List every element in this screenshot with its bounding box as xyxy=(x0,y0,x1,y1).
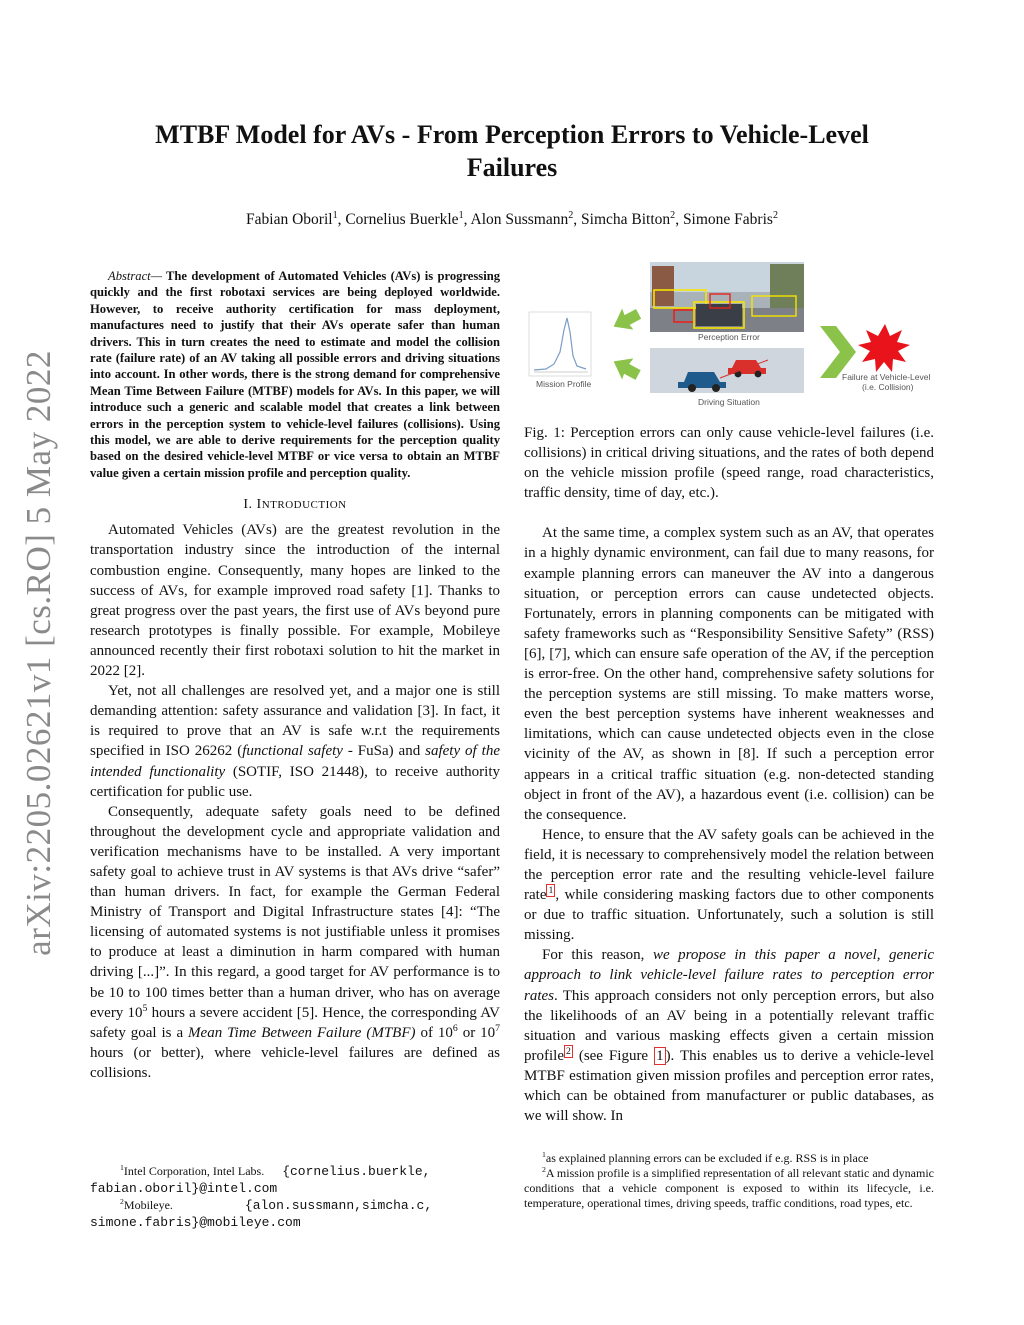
footnote-text: Intel Corporation, Intel Labs. xyxy=(123,1164,265,1178)
footnote-text: as explained planning errors can be excluded if e.g. RSS is in place xyxy=(545,1151,869,1165)
collision-star-icon xyxy=(858,324,910,372)
label-failure-vehicle-level: Failure at Vehicle-Level xyxy=(842,372,931,382)
driving-situation-image xyxy=(650,348,804,393)
author-name: Simone Fabris xyxy=(682,211,773,228)
exponent: 7 xyxy=(495,1022,501,1034)
body-paragraph-3 xyxy=(524,945,934,1126)
italic-emphasis: we propose in this paper a novel, generic approach to link vehicle-level failure rates to perception error rates xyxy=(524,947,934,1004)
body-paragraph-1: At the same time, a complex system such as an AV, that operates in a highly dynamic environment, can fail due to many reasons, for example planning errors can maneuver the AV into a dangerous situation, or perception errors can cause undetected objects. Fortunately, errors in planning components can be mitigated with safety frameworks such as “Responsibility Sensitive Safety” (RSS) [6], [7], which can ensure safe operation of the AV, if the perception is error-free. On the other hand, comprehensive safety solutions for the perception systems are still missing. To make matters worse, even the best perception systems have inherent weaknesses and limitations, which can cause undetected objects even in the close vicinity of the AV, as shown in [8]. If such a perception error appears in a critical traffic situation (e.g. non-detected standing object in front of the AV), a hazardous event (i.e. collision) can be the consequence. xyxy=(524,525,934,823)
footnote-mark: 1 xyxy=(120,1163,124,1172)
figure-1-illustration xyxy=(524,260,934,410)
section-title-rest: NTRODUCTION xyxy=(261,499,347,512)
author-name: Alon Sussmann xyxy=(470,211,569,228)
text-run: , while considering masking factors due to other components or due to traffic situation. Unfortunately, such a solution is still missing. xyxy=(524,887,934,944)
section-number: I. xyxy=(243,497,253,513)
footnote-mark: 2 xyxy=(120,1197,124,1206)
text-run: of 10 xyxy=(415,1024,453,1041)
abstract: Abstract— The development of Automated Vehicles (AVs) is progressing quickly and the first robotaxi services are being deployed worldwide. However, to receive authority certification for mass deployment, manufactures need to justify that their AVs operate safer than human drivers. This in turn creates the need to estimate and model the collision rate (failure rate) of an AV taking all possible errors and driving situations into account. In other words, there is the strong demand for comprehensive Mean Time Between Failure (MTBF) models for AVs. In this paper, we will introduce such a generic and scalable model that creates a link between errors in the perception system to vehicle-level failures (collisions). Using this model, we are able to derive requirements for the perception quality based on the desired vehicle-level MTBF or vice versa to obtain an MTBF value given a certain mission profile and perception quality. xyxy=(90,269,501,480)
footnote-2 xyxy=(524,1166,934,1211)
label-failure-collision: (i.e. Collision) xyxy=(862,382,914,392)
footnote-1 xyxy=(524,1151,934,1166)
affiliation-mark: 2 xyxy=(670,209,676,221)
footnote-affiliation-2 xyxy=(90,1197,500,1231)
affiliation-footnotes xyxy=(90,1163,500,1231)
figure-1 xyxy=(524,260,934,410)
arxiv-stamp xyxy=(14,350,64,955)
abstract-label: Abstract xyxy=(108,269,151,283)
arrow-to-driving xyxy=(608,351,644,385)
text-run: (SOTIF, ISO 21448), to receive authority certification for public use. xyxy=(90,763,500,800)
exponent: 5 xyxy=(142,1002,148,1014)
intro-paragraph-2 xyxy=(90,681,500,802)
footnote-email: {cornelius.buerkle, fabian.oboril}@intel.com xyxy=(90,1164,431,1196)
text-run: hours a severe accident [5]. Hence, the corresponding AV safety goal is a xyxy=(90,1004,500,1041)
author-name: Cornelius Buerkle xyxy=(345,211,459,228)
footnote-link[interactable]: 2 xyxy=(565,1045,571,1057)
footnote-affiliation-1 xyxy=(90,1163,500,1197)
section-heading-introduction xyxy=(90,495,500,515)
chevron-arrow xyxy=(820,326,856,378)
text-run: or 10 xyxy=(457,1024,496,1041)
text-run: Hence, to ensure that the AV safety goals can be achieved in the field, it is necessary to comprehensively model the relation between the perception error rate and the resulting vehicle-level failure rate xyxy=(524,826,934,904)
affiliation-mark: 2 xyxy=(772,209,778,221)
arxiv-identifier: arXiv:2205.02621v1 [cs.RO] 5 May 2022 xyxy=(19,349,58,956)
text-run: hours (or better), where vehicle-level failures are defined as collisions. xyxy=(90,1044,500,1081)
italic-term: functional safety xyxy=(242,743,343,760)
paper-title: MTBF Model for AVs - From Perception Errors to Vehicle-Level Failures xyxy=(155,120,869,182)
intro-paragraph-1: Automated Vehicles (AVs) are the greatest revolution in the transportation industry since the introduction of the internal combustion engine. Consequently, many hopes are linked to the success of AVs, for example improved road safety [1]. Thanks to great progress over the past years, the first use of AVs beyond pure research prototypes is finally possible. For example, Mobileye announced recently their first robotaxi solution to hit the market in 2022 [2]. xyxy=(90,522,500,680)
author-list: Fabian Oboril$^1$, Cornelius Buerkle$^1$, Alon Sussmann$^2$, Simcha Bitton$^2$, Simone Fabris$^2$ xyxy=(246,209,778,228)
footnote-mark: 1 xyxy=(542,1150,546,1159)
footnote-text: Mobileye. xyxy=(123,1198,173,1212)
body-footnotes xyxy=(524,1151,934,1211)
italic-term: safety of the intended functionality xyxy=(90,743,500,780)
exponent: 6 xyxy=(452,1022,458,1034)
footnote-email: {alon.sussmann,simcha.c, simone.fabris}@mobileye.com xyxy=(90,1198,433,1230)
label-mission-profile: Mission Profile xyxy=(536,379,592,389)
text-run: - FuSa) and xyxy=(342,743,426,760)
affiliation-mark: 1 xyxy=(332,209,338,221)
footnote-link[interactable]: 1 xyxy=(548,885,554,897)
text-run: (see Figure xyxy=(572,1047,655,1064)
figure-1-caption: Fig. 1: Perception errors can only cause vehicle-level failures (i.e. collisions) in critical driving situations, and the rates of both depend on the vehicle mission profile (speed range, road characteristics, traffic density, time of day, etc.). xyxy=(524,425,934,502)
affiliation-mark: 2 xyxy=(568,209,574,221)
author-name: Simcha Bitton xyxy=(581,211,671,228)
italic-term: Mean Time Between Failure (MTBF) xyxy=(188,1024,416,1041)
text-run: . This approach considers not only perception errors, but also the likelihoods of an AV being in a potentially relevant traffic situation and various masking effects given a certain mission profile xyxy=(524,987,934,1064)
label-driving-situation: Driving Situation xyxy=(698,397,760,407)
text-run: Consequently, adequate safety goals need to be defined throughout the development cycle and appropriate validation and verification mechanisms have to be installed. A very important safety goal to achieve trust in AV systems is that AVs drive “safer” than human drivers. In fact, for example the German Federal Ministry of Transport and Digital Infrastructure states [4]: “The licensing of automated systems is not justifiable unless it promises to produce at least a diminution in harm compared with human driving [...]”. In this regard, a good target for AV performance is to be 10 to 100 times better than a human driver, who has on average every 10 xyxy=(90,803,500,1021)
intro-paragraph-3 xyxy=(90,802,500,1083)
label-perception-error: Perception Error xyxy=(698,332,760,342)
figure-link[interactable]: 1 xyxy=(656,1047,664,1064)
abstract-body: The development of Automated Vehicles (AVs) is progressing quickly and the first robotaxi services are being deployed worldwide. However, to receive authority certification for mass deployment, manufactures need to justify that their AVs operate safer than human drivers. This in turn creates the need to estimate and model the collision rate (failure rate) of an AV taking all possible errors and driving situations into account. In other words, there is the strong demand for comprehensive Mean Time Between Failure (MTBF) models for AVs. In this paper, we will introduce such a generic and scalable model that creates a link between errors in the perception system to vehicle-level failures (collisions). Using this model, we are able to derive requirements for the perception quality based on the desired vehicle-level MTBF or vice versa to obtain an MTBF value given a certain mission profile and perception quality. xyxy=(90,269,501,480)
text-run: Yet, not all challenges are resolved yet, and a major one is still demanding attention: safety assurance and validation [3]. In fact, it is required to prove that an AV is safe w.r.t the requirements specified in ISO 26262 ( xyxy=(90,683,500,760)
arrow-to-perception xyxy=(608,303,644,337)
text-run: ). This enables us to derive a vehicle-level MTBF estimation given mission profiles and perception error rates, which can be obtained from manufacturer or public databases, as we will show. In xyxy=(524,1047,935,1125)
perception-error-image xyxy=(650,262,804,332)
footnote-mark: 2 xyxy=(542,1165,546,1174)
affiliation-mark: 1 xyxy=(458,209,464,221)
footnote-text: A mission profile is a simplified representation of all relevant static and dynamic conditions that a vehicle component is exposed to within its lifecycle, i.e. temperature, operational times, driving speeds, traffic conditions, road types, etc. xyxy=(524,1166,934,1210)
mission-profile-plot xyxy=(529,312,591,376)
body-paragraph-2 xyxy=(524,825,934,946)
right-column xyxy=(524,423,934,1126)
author-name: Fabian Oboril xyxy=(246,211,333,228)
section-title-initial: I xyxy=(256,497,262,513)
left-column xyxy=(90,268,500,1083)
text-run: For this reason, xyxy=(542,947,653,964)
